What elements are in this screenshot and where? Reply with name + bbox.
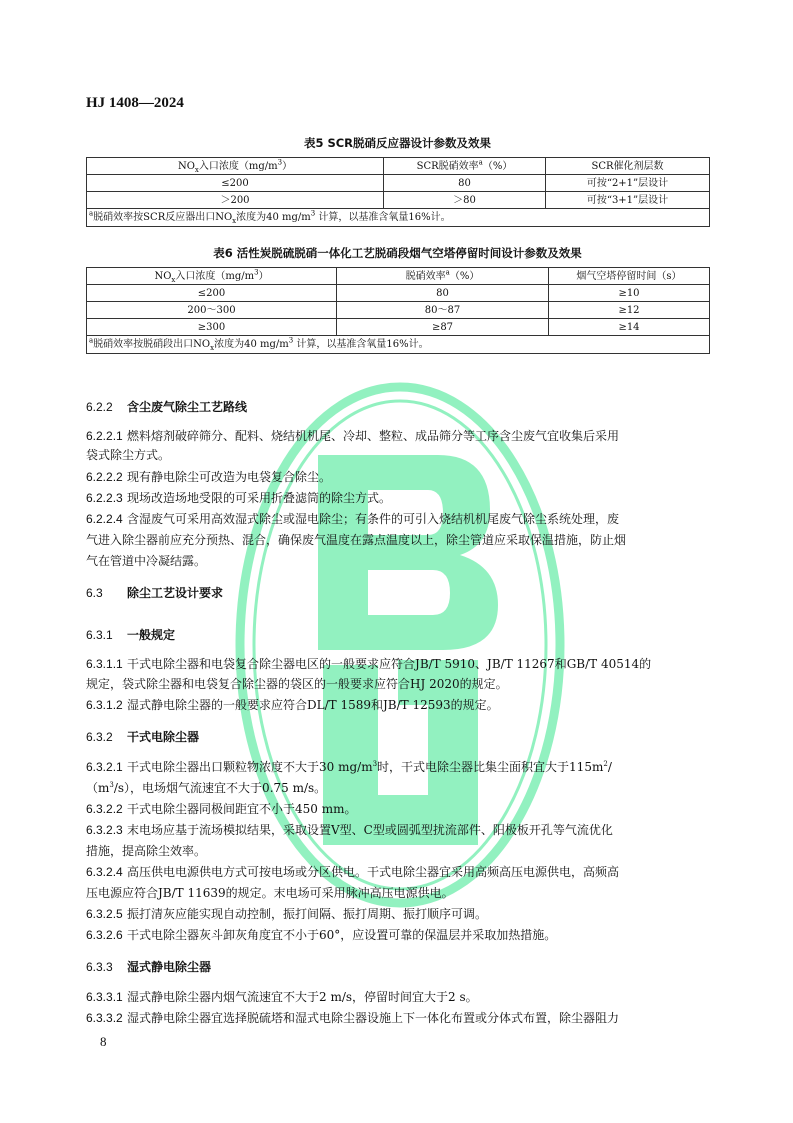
table-header-row: [87, 158, 710, 175]
table6-caption: 表6 活性炭脱硫脱硝一体化工艺脱硝段烟气空塔停留时间设计参数及效果: [213, 246, 582, 260]
clause-6-3-2-4-cont: 压电源应符合JB/T 11639的规定。末电场可采用脉冲高压电源供电。: [86, 886, 454, 900]
clause-6-3-2-3-cont: 措施，提高除尘效率。: [86, 844, 207, 858]
clause-6-2-2-1: 6.2.2.1 燃料熔剂破碎筛分、配料、烧结机机尾、冷却、整粒、成品筛分等工序含尘废气宜收集后采用: [86, 429, 620, 443]
table-note-row: [87, 336, 710, 354]
section-6-3-3-heading: 6.3.3 湿式静电除尘器: [86, 960, 212, 974]
clause-6-3-1-2: 6.3.1.2 湿式静电除尘器的一般要求应符合DL/T 1589和JB/T 12593的规定。: [86, 698, 499, 712]
table-header-cell: 脱硝效率$^a$（%）: [337, 268, 549, 285]
table6: [86, 267, 710, 354]
table5: [86, 157, 710, 227]
section-6-3-heading: 6.3 除尘工艺设计要求: [86, 586, 224, 600]
table-cell: ≥10: [549, 285, 710, 302]
table-cell: 80: [337, 285, 549, 302]
clause-6-2-2-4: 6.2.2.4 含湿废气可采用高效湿式除尘或湿电除尘；有条件的可引入烧结机机尾废气除尘系统处理，废: [86, 512, 620, 526]
table-header-row: [87, 268, 710, 285]
table-header-cell: 烟气空塔停留时间（s）: [549, 268, 710, 285]
clause-6-2-2-4-cont: 气在管道中冷凝结露。: [86, 554, 207, 568]
table-cell: ≥87: [337, 319, 549, 336]
table-note: $^a$脱硝效率按SCR反应器出口$NO_x$浓度为40 $mg/m^3$ 计算，以基准含氧量16%计。: [87, 209, 710, 227]
table-header-cell: $NO_x$入口浓度$(mg/m^3)$: [87, 158, 384, 175]
table-row: [87, 192, 710, 209]
table-cell: 80～87: [337, 302, 549, 319]
clause-6-3-1-1-cont: 规定，袋式除尘器和电袋复合除尘器的袋区的一般要求应符合HJ 2020的规定。: [86, 677, 508, 691]
clause-6-3-2-3: 6.3.2.3 末电场应基于流场模拟结果，采取设置V型、C型或圆弧型扰流部件、阳极板开孔等气流优化: [86, 823, 613, 837]
table-cell: ≤200: [87, 285, 337, 302]
table-cell: ≥14: [549, 319, 710, 336]
table-header-cell: $NO_x$入口浓度$(mg/m^3)$: [87, 268, 337, 285]
clause-6-2-2-3: 6.2.2.3 现场改造场地受限的可采用折叠滤筒的除尘方式。: [86, 491, 392, 505]
table-note-row: [87, 209, 710, 227]
table-header-cell: SCR脱硝效率$^a$（%）: [384, 158, 546, 175]
clause-6-3-1-1: 6.3.1.1 干式电除尘器和电袋复合除尘器电区的一般要求应符合JB/T 5910、JB/T 11267和GB/T 40514的: [86, 657, 652, 671]
table-cell: 80: [384, 175, 546, 192]
table-row: [87, 175, 710, 192]
clause-6-3-2-1-cont: $(m^3/s)$，电场烟气流速宜不大于0.75 m/s。: [86, 781, 327, 795]
document-id: HJ 1408—2024: [86, 95, 184, 111]
clause-6-2-2-1-cont: 袋式除尘方式。: [86, 448, 171, 462]
clause-6-2-2-4-cont: 气进入除尘器前应充分预热、混合，确保废气温度在露点温度以上，除尘管道应采取保温措施，防止烟: [86, 533, 627, 547]
table-cell: ≤200: [87, 175, 384, 192]
clause-6-3-3-1: 6.3.3.1 湿式静电除尘器内烟气流速宜不大于2 m/s，停留时间宜大于2 s。: [86, 990, 478, 1004]
table-row: [87, 319, 710, 336]
table-cell: ＞80: [384, 192, 546, 209]
clause-6-3-2-2: 6.3.2.2 干式电除尘器同极间距宜不小于450 mm。: [86, 802, 357, 816]
table-cell: ≥12: [549, 302, 710, 319]
section-6-2-2-heading: 6.2.2 含尘废气除尘工艺路线: [86, 400, 248, 414]
table-cell: 200～300: [87, 302, 337, 319]
table-cell: ＞200: [87, 192, 384, 209]
table-row: [87, 285, 710, 302]
table-header-cell: SCR催化剂层数: [546, 158, 710, 175]
table-cell: ≥300: [87, 319, 337, 336]
page-number: 8: [100, 1034, 107, 1049]
clause-6-2-2-2: 6.2.2.2 现有静电除尘可改造为电袋复合除尘。: [86, 470, 332, 484]
table-cell: 可按“3+1”层设计: [546, 192, 710, 209]
clause-6-3-3-2: 6.3.3.2 湿式静电除尘器宜选择脱硫塔和湿式电除尘器设施上下一体化布置或分体式布置，除尘器阻力: [86, 1011, 620, 1025]
clause-6-3-2-4: 6.3.2.4 高压供电电源供电方式可按电场或分区供电。干式电除尘器宜采用高频高压电源供电，高频高: [86, 865, 620, 879]
table5-caption: 表5 SCR脱硝反应器设计参数及效果: [303, 136, 492, 150]
clause-6-3-2-6: 6.3.2.6 干式电除尘器灰斗卸灰角度宜不小于60°，应设置可靠的保温层并采取加热措施。: [86, 928, 557, 942]
clause-6-3-2-5: 6.3.2.5 振打清灰应能实现自动控制，振打间隔、振打周期、振打顺序可调。: [86, 907, 488, 921]
clause-6-3-2-1: 6.3.2.1 干式电除尘器出口颗粒物浓度不大于30 $mg/m^3$时，干式电除尘器比集尘面积宜大于$115m^2/$: [86, 760, 612, 774]
table-note: $^a$脱硝效率按脱硝段出口$NO_x$浓度为40 $mg/m^3$ 计算，以基准含氧量16%计。: [87, 336, 710, 354]
table-row: [87, 302, 710, 319]
section-6-3-2-heading: 6.3.2 干式电除尘器: [86, 730, 200, 744]
section-6-3-1-heading: 6.3.1 一般规定: [86, 628, 176, 642]
table-cell: 可按“2+1”层设计: [546, 175, 710, 192]
